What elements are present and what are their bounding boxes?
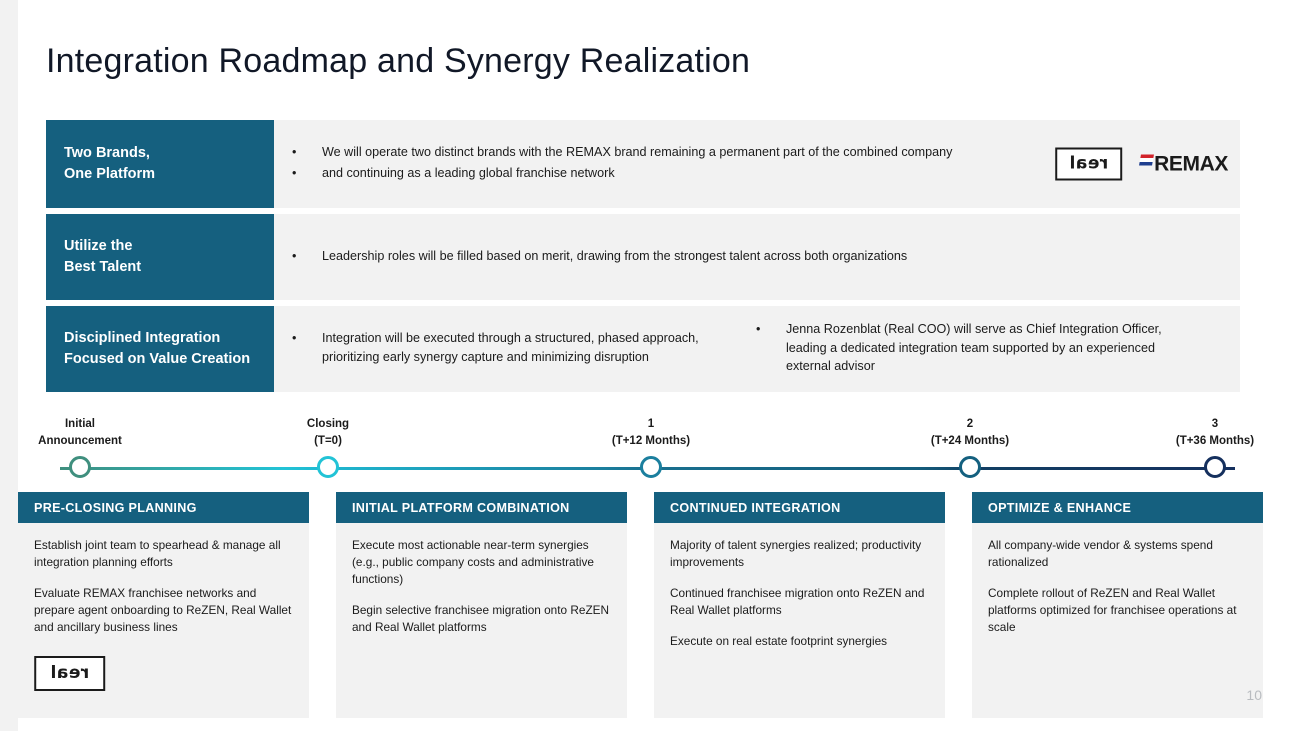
phase-body <box>654 523 945 650</box>
pillar-row-disciplined-integration <box>46 306 1240 392</box>
timeline-node-year-2 <box>959 456 981 478</box>
timeline-label-line2: Announcement <box>38 434 122 447</box>
bullet-text: We will operate two distinct brands with the REMAX brand remaining a permanent part of the combined company <box>322 145 953 160</box>
phase-column-continued-integration <box>654 492 945 718</box>
phase-item: Begin selective franchisee migration onto ReZEN and Real Wallet platforms <box>352 603 610 635</box>
timeline-label-line1: Initial <box>64 418 96 430</box>
pillar-label-disciplined-integration <box>46 306 274 392</box>
phase-heading: PRE-CLOSING PLANNING <box>18 492 309 523</box>
pillar-bullet-list-left <box>292 329 722 369</box>
bullet-item <box>292 143 952 162</box>
timeline-label-line2: (T+36 Months) <box>1175 434 1255 447</box>
remax-logo <box>1140 152 1228 176</box>
pillar-body-disciplined-integration <box>274 306 1240 392</box>
page-title: Integration Roadmap and Synergy Realization <box>46 42 751 80</box>
real-logo: real <box>1055 148 1122 181</box>
page-number: 10 <box>1246 687 1262 703</box>
brand-logo-group <box>1055 148 1228 181</box>
timeline-label-line2: (T+24 Months) <box>930 434 1010 447</box>
pillar-row-best-talent <box>46 214 1240 300</box>
phase-item: Complete rollout of ReZEN and Real Wallet platforms optimized for franchisee operations at scale <box>988 586 1237 635</box>
bullet-item <box>292 164 952 183</box>
timeline-label-line1: 2 <box>966 418 974 430</box>
bullet-text: Leadership roles will be filled based on merit, drawing from the strongest talent across both organizations <box>322 248 908 263</box>
phase-item: Establish joint team to spearhead & manage all integration planning efforts <box>34 538 281 570</box>
phase-item: Majority of talent synergies realized; productivity improvements <box>670 538 922 570</box>
bullet-text: Jenna Rozenblat (Real COO) will serve as Chief Integration Officer, leading a dedicated integration team supported by an experienced external advisor <box>786 321 1162 374</box>
bullet-text: and continuing as a leading global franchise network <box>322 166 615 180</box>
pillar-label-line1: Disciplined Integration <box>64 329 221 346</box>
pillar-body-two-brands <box>274 120 1240 208</box>
phase-column-optimize-and-enhance <box>972 492 1263 718</box>
phase-heading: OPTIMIZE & ENHANCE <box>972 492 1263 523</box>
timeline-label-year-3 <box>1176 416 1254 449</box>
bullet-item <box>756 320 1196 377</box>
phase-item: Evaluate REMAX franchisee networks and prepare agent onboarding to ReZEN, Real Wallet and ancillary business lines <box>34 586 292 635</box>
bullet-text: Integration will be executed through a structured, phased approach, prioritizing early synergy capture and minimizing disruption <box>322 331 699 364</box>
timeline-label-year-2 <box>931 416 1009 449</box>
phase-heading: INITIAL PLATFORM COMBINATION <box>336 492 627 523</box>
phase-column-pre-closing-planning <box>18 492 309 718</box>
remax-balloon-icon <box>1139 154 1154 165</box>
timeline-label-year-1 <box>612 416 690 449</box>
pillar-label-line1: Utilize the <box>64 237 133 254</box>
phase-heading: CONTINUED INTEGRATION <box>654 492 945 523</box>
pillar-body-best-talent <box>274 214 1240 300</box>
pillar-label-line2: One Platform <box>64 166 156 182</box>
phase-item: Continued franchisee migration onto ReZEN and Real Wallet platforms <box>670 586 925 618</box>
bullet-dot-icon: • <box>292 331 297 346</box>
pillar-bullet-list-right <box>756 320 1196 379</box>
timeline-label-line2: (T+12 Months) <box>611 434 691 447</box>
timeline-label-line2: (T=0) <box>314 434 342 447</box>
timeline-label-closing <box>307 416 349 449</box>
bullet-item <box>292 247 907 266</box>
timeline-label-line1: 3 <box>1211 418 1219 430</box>
phase-item: Execute most actionable near-term synergies (e.g., public company costs and administrative functions) <box>352 538 594 587</box>
timeline-label-initial-announcement <box>38 416 122 449</box>
pillar-label-two-brands <box>46 120 274 208</box>
left-rail-decoration <box>0 0 18 731</box>
bullet-dot-icon: • <box>292 248 297 263</box>
pillar-bullet-list <box>292 247 907 268</box>
timeline-node-closing <box>317 456 339 478</box>
real-logo: real <box>34 656 105 691</box>
phase-body <box>336 523 627 636</box>
timeline-label-line1: 1 <box>647 418 655 430</box>
integration-timeline <box>0 400 1300 490</box>
phase-item: Execute on real estate footprint synergies <box>670 634 888 649</box>
timeline-node-initial-announcement <box>69 456 91 478</box>
pillar-row-two-brands <box>46 120 1240 208</box>
pillar-label-line2: Best Talent <box>64 259 142 275</box>
timeline-node-year-3 <box>1204 456 1226 478</box>
bullet-dot-icon: • <box>756 321 761 336</box>
phase-body <box>18 523 309 691</box>
phase-item: All company-wide vendor & systems spend rationalized <box>988 538 1213 570</box>
pillar-label-line1: Two Brands, <box>64 144 150 161</box>
bullet-dot-icon: • <box>292 145 297 160</box>
timeline-label-line1: Closing <box>306 418 350 430</box>
remax-wordmark-text: REMAX <box>1154 152 1228 175</box>
pillar-label-line2: Focused on Value Creation <box>64 351 251 367</box>
bullet-dot-icon: • <box>292 166 297 180</box>
phase-column-initial-platform-combination <box>336 492 627 718</box>
bullet-item <box>292 329 722 367</box>
pillar-bullet-list <box>292 143 952 185</box>
timeline-node-year-1 <box>640 456 662 478</box>
pillar-label-best-talent <box>46 214 274 300</box>
phase-body <box>972 523 1263 636</box>
